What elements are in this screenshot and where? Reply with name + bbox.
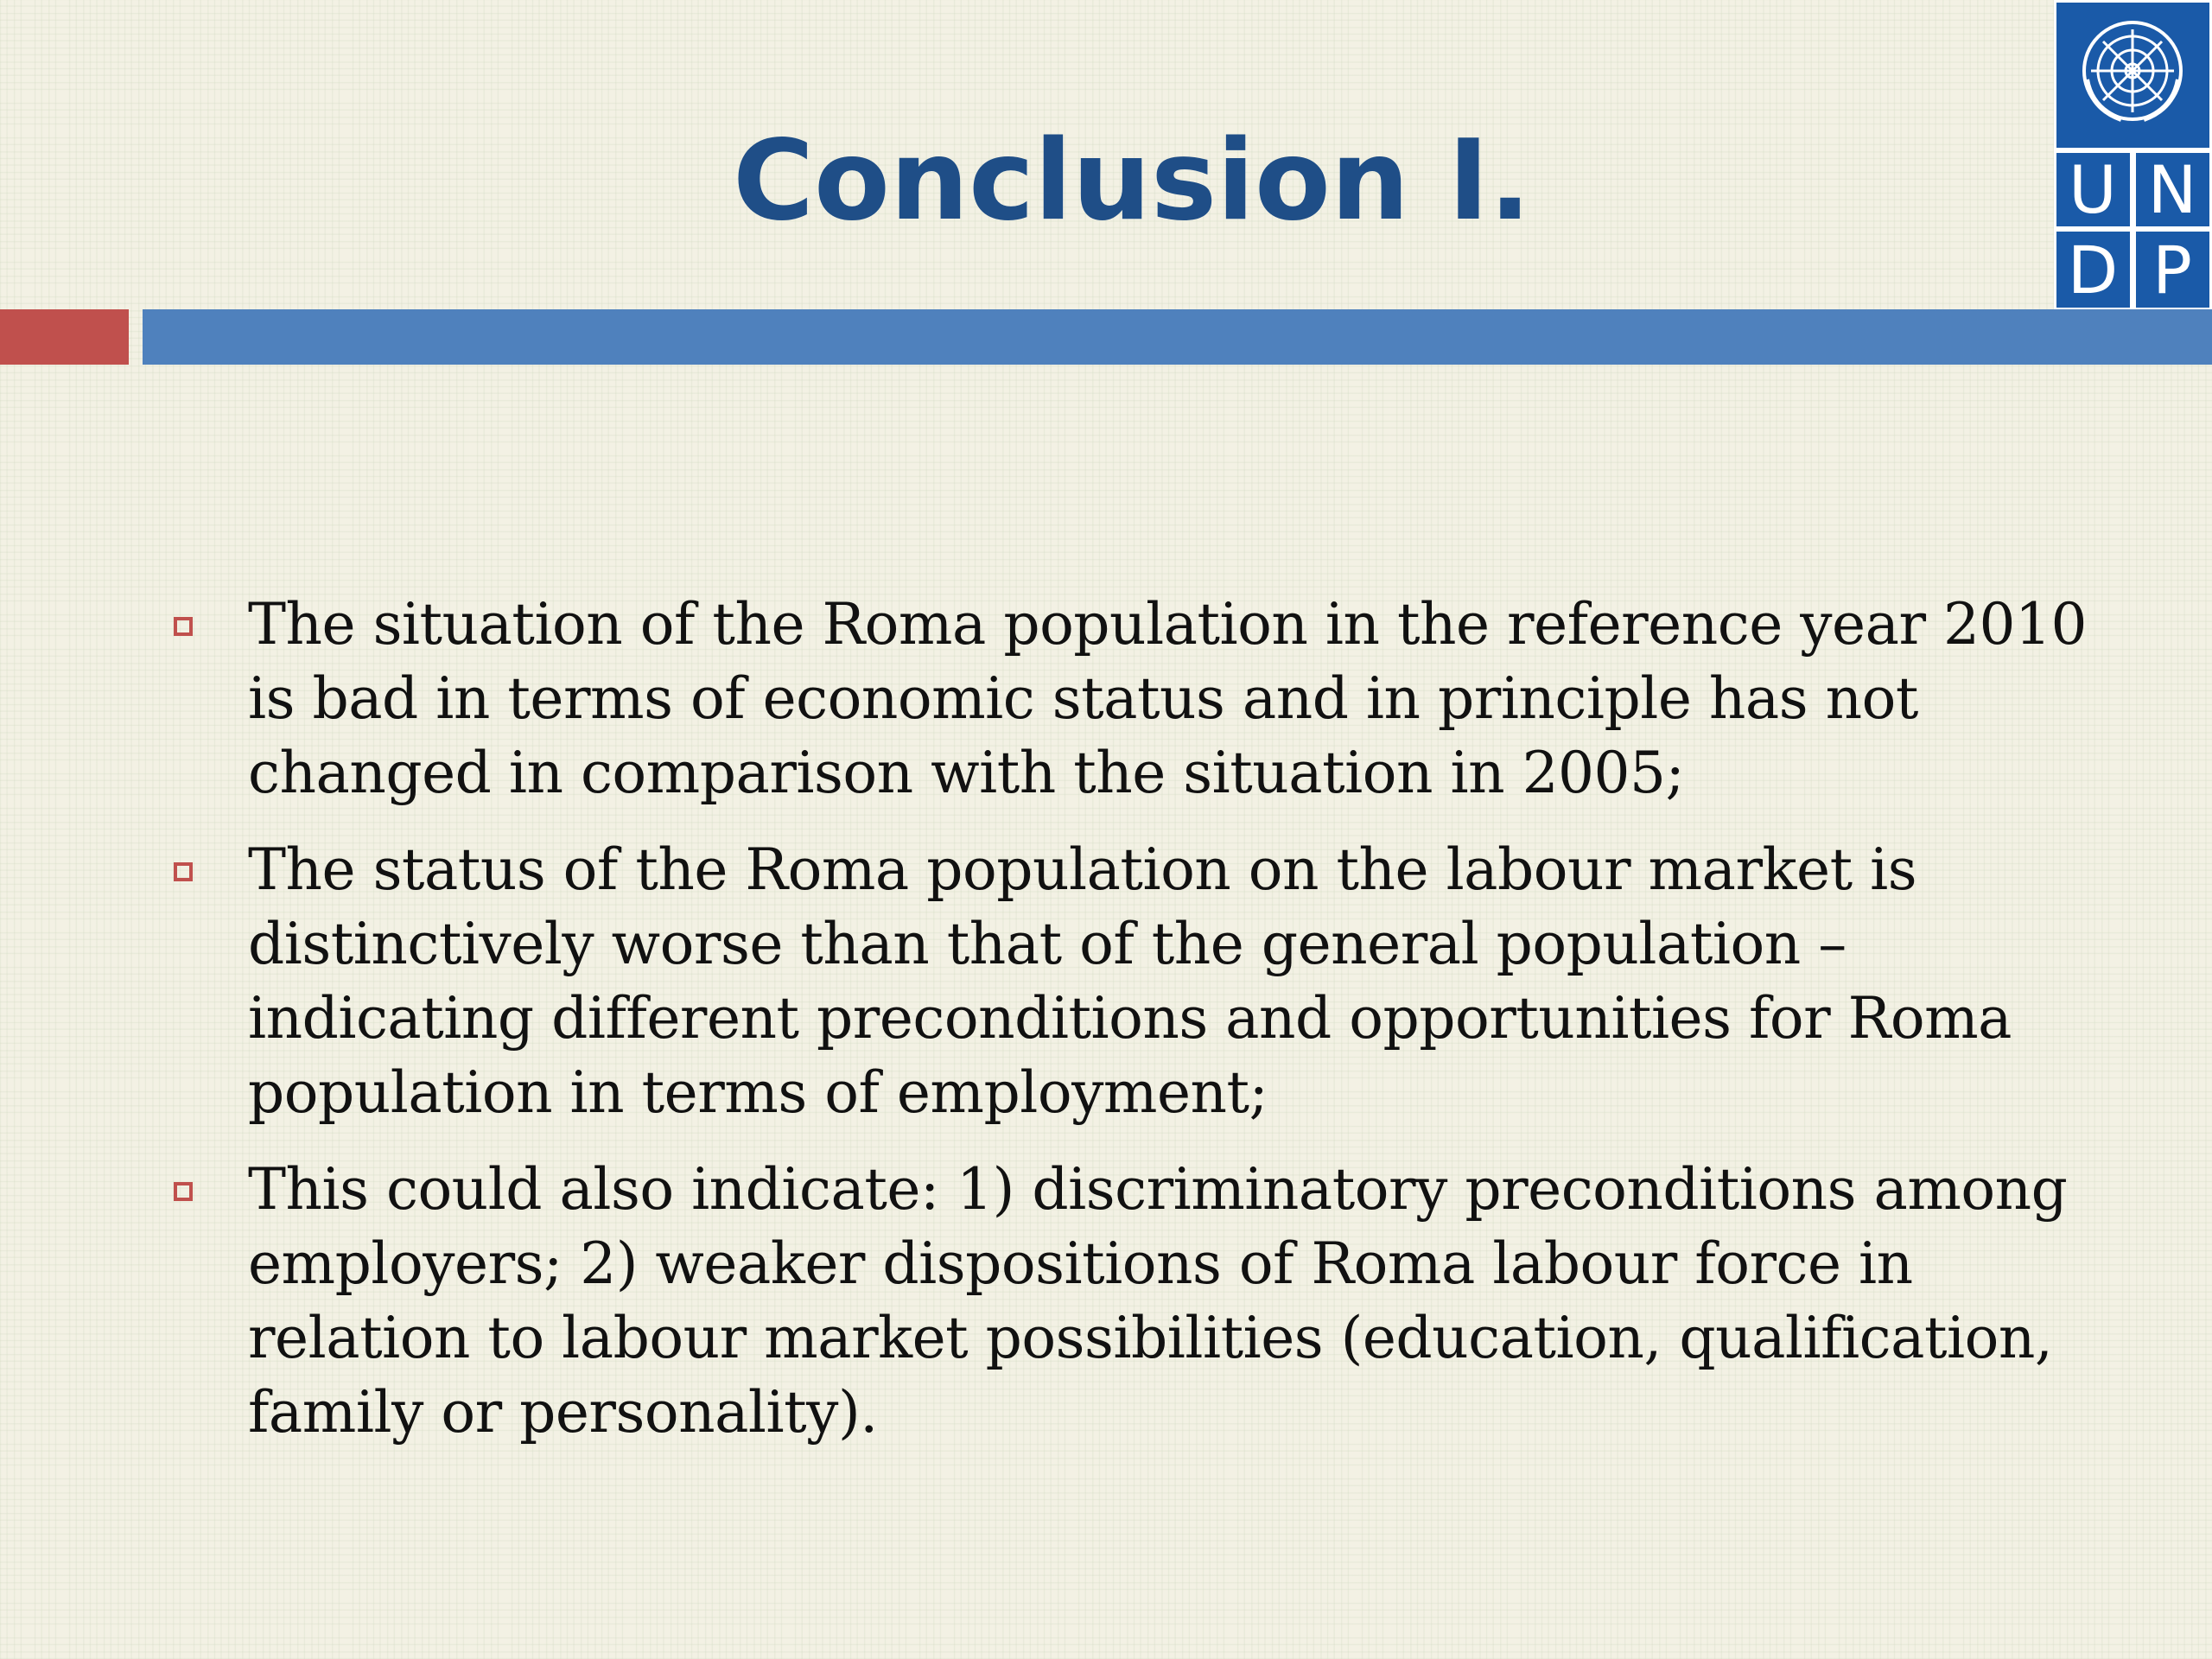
square-bullet-icon bbox=[174, 1182, 193, 1201]
square-bullet-icon bbox=[174, 862, 193, 881]
bullet-text: The situation of the Roma population in the reference year 2010 is bad in terms of economic status and in principle has not changed in comparison with the situation in 2005; bbox=[248, 591, 2087, 806]
bullet-text: This could also indicate: 1) discriminatory preconditions among employers; 2) weaker dispositions of Roma labour force in relation to labour market possibilities (education, qualification, family or personality). bbox=[248, 1156, 2068, 1446]
bullet-list bbox=[168, 588, 2104, 1472]
accent-bar-blue bbox=[143, 309, 2212, 365]
square-bullet-icon bbox=[174, 617, 193, 636]
bullet-item bbox=[168, 588, 2104, 810]
logo-letter-p: P bbox=[2152, 232, 2192, 308]
bullet-item bbox=[168, 1153, 2104, 1450]
logo-letter-u: U bbox=[2069, 151, 2117, 228]
slide-title: Conclusion I. bbox=[733, 117, 1531, 245]
accent-bar-red bbox=[0, 309, 129, 365]
bullet-item bbox=[168, 833, 2104, 1130]
bullet-text: The status of the Roma population on the labour market is distinctively worse than that of the general population – indicating different preconditions and opportunities for Roma population in terms of employment; bbox=[248, 836, 2012, 1126]
logo-letter-d: D bbox=[2067, 232, 2119, 308]
logo-letter-n: N bbox=[2147, 151, 2197, 228]
